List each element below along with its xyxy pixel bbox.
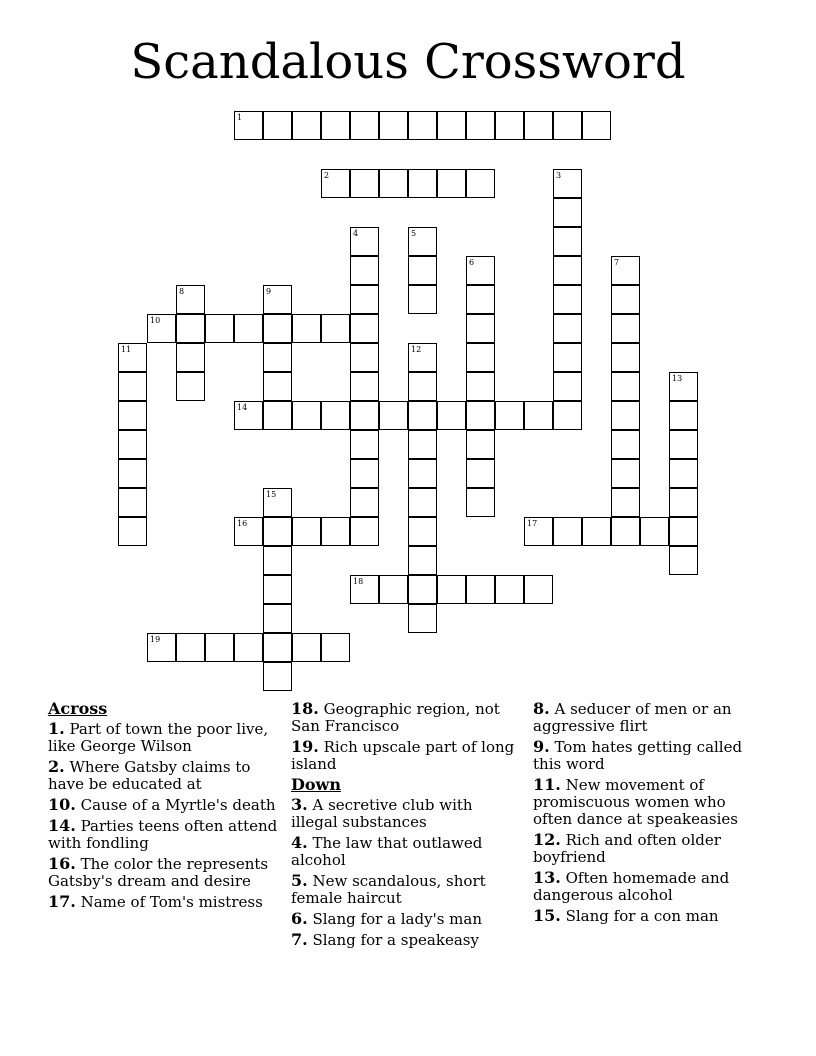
grid-cell[interactable] (379, 169, 408, 198)
down-clue (291, 796, 523, 831)
grid-cell[interactable] (263, 517, 292, 546)
grid-cell[interactable] (408, 372, 437, 401)
grid-cell[interactable] (379, 111, 408, 140)
clue-num: 8. (533, 699, 550, 718)
grid-cell[interactable] (495, 401, 524, 430)
clue-number: 14 (237, 403, 248, 412)
clue-text: Geographic region, not San Francisco (291, 700, 500, 735)
across-clue (48, 796, 280, 814)
grid-cell[interactable] (669, 401, 698, 430)
clue-text: New scandalous, short female haircut (291, 872, 486, 907)
grid-cell[interactable] (495, 575, 524, 604)
down-clue (533, 776, 765, 828)
clue-text: Often homemade and dangerous alcohol (533, 869, 730, 904)
clue-text: Where Gatsby claims to have be educated at (48, 758, 251, 793)
grid-cell[interactable] (118, 372, 147, 401)
grid-cell[interactable] (408, 227, 437, 256)
clue-text: The color the represents Gatsby's dream and desire (48, 855, 269, 890)
grid-cell[interactable] (466, 314, 495, 343)
clue-number: 5 (411, 229, 417, 238)
clue-text: Rich and often older boyfriend (533, 831, 721, 866)
clue-number: 8 (179, 287, 185, 296)
across-clue (48, 720, 280, 755)
grid-cell[interactable] (292, 111, 321, 140)
grid-cell[interactable] (321, 401, 350, 430)
grid-cell[interactable] (350, 227, 379, 256)
grid-cell[interactable] (495, 111, 524, 140)
clue-num: 17. (48, 892, 76, 911)
grid-cell[interactable] (611, 372, 640, 401)
across-heading: Across (48, 699, 108, 718)
clue-num: 5. (291, 871, 308, 890)
down-clue (533, 869, 765, 904)
clue-num: 12. (533, 830, 561, 849)
grid-cell[interactable] (263, 488, 292, 517)
clue-num: 2. (48, 757, 65, 776)
grid-cell[interactable] (611, 488, 640, 517)
clue-text: Parties teens often attend with fondling (48, 817, 278, 852)
clue-text: Name of Tom's mistress (75, 893, 263, 911)
grid-cell[interactable] (553, 198, 582, 227)
grid-cell[interactable] (263, 314, 292, 343)
grid-cell[interactable] (350, 488, 379, 517)
grid-cell[interactable] (582, 111, 611, 140)
grid-cell[interactable] (263, 604, 292, 633)
grid-cell[interactable] (350, 256, 379, 285)
grid-cell[interactable] (263, 372, 292, 401)
grid-cell[interactable] (437, 111, 466, 140)
clue-num: 15. (533, 906, 561, 925)
grid-cell[interactable] (263, 546, 292, 575)
grid-cell[interactable] (640, 517, 669, 546)
grid-cell[interactable] (466, 401, 495, 430)
clues-column-1 (48, 700, 280, 914)
grid-cell[interactable] (234, 517, 263, 546)
grid-cell[interactable] (466, 575, 495, 604)
grid-cell[interactable] (321, 314, 350, 343)
grid-cell[interactable] (350, 575, 379, 604)
across-clue (48, 817, 280, 852)
down-clue (291, 910, 523, 928)
clue-number: 18 (353, 577, 364, 586)
clue-number: 16 (237, 519, 248, 528)
grid-cell[interactable] (263, 401, 292, 430)
grid-cell[interactable] (669, 517, 698, 546)
grid-cell[interactable] (466, 111, 495, 140)
grid-cell[interactable] (350, 401, 379, 430)
down-clue (533, 831, 765, 866)
down-clue (291, 872, 523, 907)
clue-num: 13. (533, 868, 561, 887)
clue-num: 3. (291, 795, 308, 814)
clue-text: A seducer of men or an aggressive flirt (533, 700, 732, 735)
clue-num: 19. (291, 737, 319, 756)
clue-text: Cause of a Myrtle's death (75, 796, 276, 814)
grid-cell[interactable] (176, 372, 205, 401)
grid-cell[interactable] (408, 169, 437, 198)
grid-cell[interactable] (466, 285, 495, 314)
clue-number: 4 (353, 229, 359, 238)
clue-num: 9. (533, 737, 550, 756)
grid-cell[interactable] (611, 430, 640, 459)
clue-num: 18. (291, 699, 319, 718)
clue-number: 10 (150, 316, 161, 325)
grid-cell[interactable] (553, 401, 582, 430)
grid-cell[interactable] (408, 285, 437, 314)
clue-num: 11. (533, 775, 561, 794)
grid-cell[interactable] (263, 343, 292, 372)
down-clue (533, 700, 765, 735)
across-clue (291, 700, 523, 735)
clue-number: 11 (121, 345, 132, 354)
grid-cell[interactable] (379, 575, 408, 604)
clue-number: 3 (556, 171, 562, 180)
grid-cell[interactable] (118, 401, 147, 430)
clue-text: A secretive club with illegal substances (291, 796, 473, 831)
grid-cell[interactable] (350, 285, 379, 314)
grid-cell[interactable] (611, 459, 640, 488)
across-clue (48, 893, 280, 911)
grid-cell[interactable] (611, 401, 640, 430)
clue-num: 7. (291, 930, 308, 949)
grid-cell[interactable] (350, 169, 379, 198)
grid-cell[interactable] (466, 256, 495, 285)
clue-number: 9 (266, 287, 272, 296)
clue-text: Tom hates getting called this word (533, 738, 743, 773)
grid-cell[interactable] (350, 517, 379, 546)
grid-cell[interactable] (234, 401, 263, 430)
grid-cell[interactable] (176, 314, 205, 343)
grid-cell[interactable] (553, 372, 582, 401)
grid-cell[interactable] (118, 488, 147, 517)
grid-cell[interactable] (408, 459, 437, 488)
clue-text: Part of town the poor live, like George Wilson (48, 720, 269, 755)
grid-cell[interactable] (321, 169, 350, 198)
grid-cell[interactable] (205, 633, 234, 662)
grid-cell[interactable] (292, 401, 321, 430)
grid-cell[interactable] (263, 662, 292, 691)
grid-cell[interactable] (263, 111, 292, 140)
grid-cell[interactable] (524, 575, 553, 604)
grid-cell[interactable] (118, 343, 147, 372)
clue-num: 1. (48, 719, 65, 738)
down-clue (291, 834, 523, 869)
clue-text: Rich upscale part of long island (291, 738, 515, 773)
grid-cell[interactable] (408, 111, 437, 140)
grid-cell[interactable] (553, 343, 582, 372)
grid-cell[interactable] (466, 169, 495, 198)
across-clue (48, 758, 280, 793)
grid-cell[interactable] (263, 575, 292, 604)
clue-number: 17 (527, 519, 538, 528)
clue-number: 7 (614, 258, 620, 267)
grid-cell[interactable] (321, 517, 350, 546)
grid-cell[interactable] (263, 633, 292, 662)
grid-cell[interactable] (553, 314, 582, 343)
clue-num: 16. (48, 854, 76, 873)
grid-cell[interactable] (176, 285, 205, 314)
grid-cell[interactable] (524, 517, 553, 546)
grid-cell[interactable] (408, 575, 437, 604)
grid-cell[interactable] (176, 633, 205, 662)
grid-cell[interactable] (466, 430, 495, 459)
grid-cell[interactable] (350, 372, 379, 401)
grid-cell[interactable] (437, 169, 466, 198)
grid-cell[interactable] (350, 111, 379, 140)
grid-cell[interactable] (292, 517, 321, 546)
across-clue (291, 738, 523, 773)
grid-cell[interactable] (176, 343, 205, 372)
grid-cell[interactable] (669, 488, 698, 517)
grid-cell[interactable] (292, 633, 321, 662)
clue-number: 2 (324, 171, 330, 180)
grid-cell[interactable] (147, 314, 176, 343)
clue-number: 15 (266, 490, 277, 499)
grid-cell[interactable] (611, 285, 640, 314)
grid-cell[interactable] (553, 227, 582, 256)
grid-cell[interactable] (553, 517, 582, 546)
grid-cell[interactable] (321, 111, 350, 140)
grid-cell[interactable] (234, 111, 263, 140)
grid-cell[interactable] (321, 633, 350, 662)
grid-cell[interactable] (408, 604, 437, 633)
grid-cell[interactable] (669, 430, 698, 459)
clues-column-2 (291, 700, 523, 952)
grid-cell[interactable] (553, 111, 582, 140)
grid-cell[interactable] (437, 401, 466, 430)
clues-column-3 (533, 700, 765, 928)
grid-cell[interactable] (669, 372, 698, 401)
grid-cell[interactable] (234, 633, 263, 662)
grid-cell[interactable] (408, 256, 437, 285)
grid-cell[interactable] (147, 633, 176, 662)
clue-number: 12 (411, 345, 422, 354)
across-clue (48, 855, 280, 890)
grid-cell[interactable] (582, 517, 611, 546)
grid-cell[interactable] (466, 343, 495, 372)
grid-cell[interactable] (553, 256, 582, 285)
grid-cell[interactable] (466, 372, 495, 401)
grid-cell[interactable] (669, 459, 698, 488)
grid-cell[interactable] (408, 546, 437, 575)
clue-text: Slang for a lady's man (307, 910, 482, 928)
grid-cell[interactable] (292, 314, 321, 343)
grid-cell[interactable] (553, 285, 582, 314)
grid-cell[interactable] (611, 256, 640, 285)
down-clue (533, 738, 765, 773)
clue-text: The law that outlawed alcohol (291, 834, 483, 869)
clue-number: 13 (672, 374, 683, 383)
grid-cell[interactable] (263, 285, 292, 314)
grid-cell[interactable] (408, 488, 437, 517)
clue-num: 10. (48, 795, 76, 814)
clue-number: 19 (150, 635, 161, 644)
clue-num: 14. (48, 816, 76, 835)
grid-cell[interactable] (408, 517, 437, 546)
grid-cell[interactable] (611, 314, 640, 343)
clue-num: 6. (291, 909, 308, 928)
grid-cell[interactable] (379, 401, 408, 430)
grid-cell[interactable] (350, 343, 379, 372)
clue-number: 6 (469, 258, 475, 267)
grid-cell[interactable] (524, 111, 553, 140)
grid-cell[interactable] (205, 314, 234, 343)
grid-cell[interactable] (234, 314, 263, 343)
grid-cell[interactable] (669, 546, 698, 575)
grid-cell[interactable] (350, 314, 379, 343)
grid-cell[interactable] (611, 343, 640, 372)
grid-cell[interactable] (553, 169, 582, 198)
grid-cell[interactable] (466, 488, 495, 517)
grid-cell[interactable] (408, 343, 437, 372)
clue-text: Slang for a con man (560, 907, 719, 925)
clue-text: New movement of promiscuous women who often dance at speakeasies (533, 776, 739, 828)
grid-cell[interactable] (118, 517, 147, 546)
page-title: Scandalous Crossword (130, 34, 686, 90)
grid-cell[interactable] (408, 430, 437, 459)
grid-cell[interactable] (466, 459, 495, 488)
down-clue (533, 907, 765, 925)
grid-cell[interactable] (350, 459, 379, 488)
grid-cell[interactable] (524, 401, 553, 430)
down-clue (291, 931, 523, 949)
grid-cell[interactable] (611, 517, 640, 546)
grid-cell[interactable] (408, 401, 437, 430)
grid-cell[interactable] (118, 430, 147, 459)
clue-text: Slang for a speakeasy (307, 931, 479, 949)
grid-cell[interactable] (437, 575, 466, 604)
clue-num: 4. (291, 833, 308, 852)
down-heading: Down (291, 775, 341, 794)
clue-number: 1 (237, 113, 243, 122)
grid-cell[interactable] (118, 459, 147, 488)
grid-cell[interactable] (350, 430, 379, 459)
